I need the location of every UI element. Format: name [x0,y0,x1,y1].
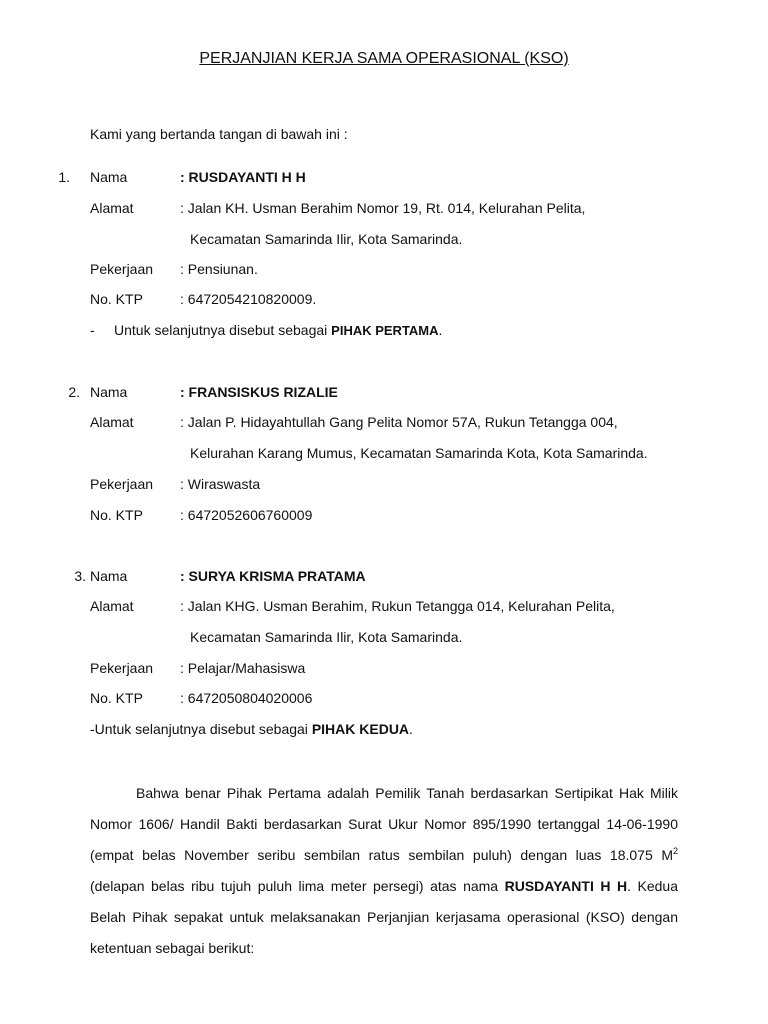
party-address-line-1: : Jalan P. Hidayahtullah Gang Pelita Nomor 57A, Rukun Tetangga 004, [180,414,618,430]
party-address-line-2: Kecamatan Samarinda Ilir, Kota Samarinda. [190,231,463,247]
label-nama: Nama [90,384,128,400]
party-occupation: : Pensiunan. [180,261,258,277]
agreement-paragraph: Bahwa benar Pihak Pertama adalah Pemilik Tanah berdasarkan Sertipikat Hak Milik Nomor 1606/ Handil Bakti berdasarkan Surat Ukur Nomor 895/1990 tertanggal 14-06-1990 (empat belas November seribu sembilan ratus sembilan puluh) dengan luas 18.075 $M^2$ (delapan belas ribu tujuh puluh lima meter persegi) atas nama RUSDAYANTI H H. Kedua Belah Pihak sepakat untuk melaksanakan Perjanjian kerjasama operasional (KSO) dengan ketentuan sebagai berikut: [90,785,678,956]
label-ktp: No. KTP [90,690,143,706]
party-ktp: : 6472052606760009 [180,507,313,523]
party-address-line-2: Kelurahan Karang Mumus, Kecamatan Samarinda Kota, Kota Samarinda. [190,445,648,461]
party-occupation: : Wiraswasta [180,476,261,492]
label-alamat: Alamat [90,414,134,430]
label-alamat: Alamat [90,200,134,216]
label-ktp: No. KTP [90,291,143,307]
party-ktp: : 6472054210820009. [180,291,317,307]
party-number: 1. [58,169,70,185]
label-pekerjaan: Pekerjaan [90,476,154,492]
party-name: : SURYA KRISMA PRATAMA [180,568,366,584]
party-number: 3. [74,568,86,584]
superscript-2: 2 [672,846,678,856]
label-nama: Nama [90,568,128,584]
owner-name: RUSDAYANTI H H [504,878,628,894]
party-address-line-1: : Jalan KH. Usman Berahim Nomor 19, Rt. 014, Kelurahan Pelita, [180,200,586,216]
label-nama: Nama [90,169,128,185]
party-occupation: : Pelajar/Mahasiswa [180,660,306,676]
party-address-line-1: : Jalan KHG. Usman Berahim, Rukun Tetangga 014, Kelurahan Pelita, [180,598,615,614]
party-number: 2. [68,384,80,400]
intro-text: Kami yang bertanda tangan di bawah ini : [90,126,348,142]
label-pekerjaan: Pekerjaan [90,261,154,277]
pihak-kedua-note: -Untuk selanjutnya disebut sebagai PIHAK KEDUA. [90,721,413,737]
party-name: : RUSDAYANTI H H [180,169,306,185]
party-ktp: : 6472050804020006 [180,690,313,706]
document-title: PERJANJIAN KERJA SAMA OPERASIONAL (KSO) [199,50,569,67]
party-name: : FRANSISKUS RIZALIE [180,384,338,400]
label-ktp: No. KTP [90,507,143,523]
label-alamat: Alamat [90,598,134,614]
label-pekerjaan: Pekerjaan [90,660,154,676]
party-address-line-2: Kecamatan Samarinda Ilir, Kota Samarinda. [190,629,463,645]
